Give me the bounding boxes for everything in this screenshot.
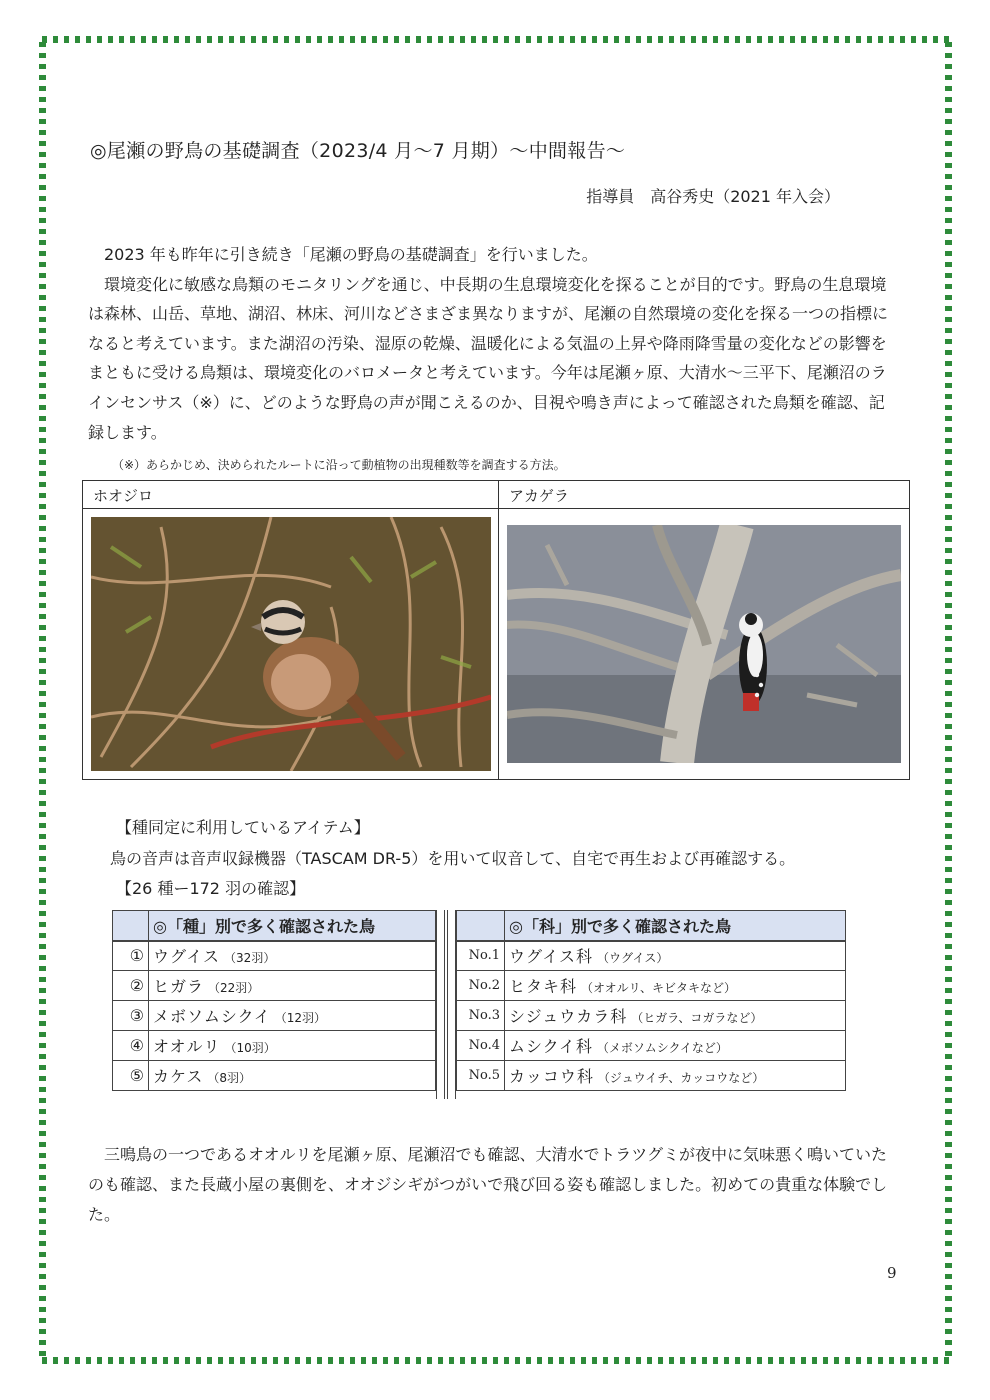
species-cell xyxy=(149,971,436,1001)
table-row xyxy=(457,1031,846,1061)
meadow-bunting-photo xyxy=(91,517,491,771)
species-count: （10羽） xyxy=(224,1041,276,1055)
family-rank: No.4 xyxy=(457,1031,505,1061)
page-number: 9 xyxy=(887,1264,897,1282)
closing-text xyxy=(88,1140,900,1230)
family-cell xyxy=(505,941,846,971)
family-detail: （ヒガラ、コガラなど） xyxy=(631,1011,763,1025)
photo-label-right: アカゲラ xyxy=(499,481,909,509)
family-detail: （メボソムシクイなど） xyxy=(596,1041,728,1055)
rank-number: ③ xyxy=(113,1001,149,1031)
species-cell xyxy=(149,1001,436,1031)
table-row xyxy=(457,971,846,1001)
table-row xyxy=(113,1061,436,1091)
family-cell xyxy=(505,1061,846,1091)
border-left xyxy=(39,40,46,1360)
rank-number: ④ xyxy=(113,1031,149,1061)
species-cell xyxy=(149,1061,436,1091)
table-row xyxy=(113,1001,436,1031)
species-cell xyxy=(149,1031,436,1061)
species-name: ヒガラ xyxy=(153,977,205,996)
species-table-header: ◎「種」別で多く確認された鳥 xyxy=(149,911,436,941)
table-row xyxy=(457,941,846,971)
species-count: （12羽） xyxy=(274,1011,327,1025)
table-row xyxy=(113,971,436,1001)
table-row xyxy=(113,1031,436,1061)
photo-label-left: ホオジロ xyxy=(83,481,499,509)
footnote: （※）あらかじめ、決められたルートに沿って動植物の出現種数等を調査する方法。 xyxy=(112,458,566,472)
species-name: カケス xyxy=(153,1067,204,1086)
species-name: ウグイス xyxy=(153,947,221,967)
species-count: （22羽） xyxy=(208,981,260,995)
table-row xyxy=(113,941,436,971)
species-table xyxy=(112,910,436,1091)
photo-cell-left xyxy=(83,509,499,779)
page-title: ◎尾瀬の野鳥の基礎調査（2023/4 月〜7 月期）〜中間報告〜 xyxy=(90,140,626,162)
rank-number: ⑤ xyxy=(113,1061,149,1091)
table-row xyxy=(457,1001,846,1031)
family-rank: No.1 xyxy=(457,941,505,971)
family-detail: （ジュウイチ、カッコウなど） xyxy=(597,1071,765,1085)
items-heading: 【種同定に利用しているアイテム】 xyxy=(116,818,370,837)
intro-text xyxy=(88,240,900,447)
family-cell xyxy=(505,1031,846,1061)
great-spotted-woodpecker-photo xyxy=(507,525,901,763)
intro-paragraph-1: 2023 年も昨年に引き続き「尾瀬の野鳥の基礎調査」を行いました。 xyxy=(104,245,598,264)
family-cell xyxy=(505,1001,846,1031)
species-count: （8羽） xyxy=(207,1071,252,1085)
family-name: ウグイス科 xyxy=(509,947,594,967)
family-detail: （ウグイス） xyxy=(597,951,669,966)
family-table-header: ◎「科」別で多く確認された鳥 xyxy=(505,911,846,941)
family-name: シジュウカラ科 xyxy=(509,1007,628,1026)
family-cell xyxy=(505,971,846,1001)
species-count: （32羽） xyxy=(224,951,276,966)
family-name: ヒタキ科 xyxy=(509,977,578,996)
family-detail: （オオルリ、キビタキなど） xyxy=(581,981,737,995)
intro-paragraph-2: 環境変化に敏感な鳥類のモニタリングを通じ、中長期の生息環境変化を探ることが目的です。野鳥の生息環境は森林、山岳、草地、湖沼、林床、河川などさまざま異なりますが、尾瀬の自然環境の変化を探る一つの指標になると考えています。また湖沼の汚染、湿原の乾燥、温暖化による気温の上昇や降雨降雪量の変化などの影響をまともに受ける鳥類は、環境変化のバロメータと考えています。今年は尾瀬ヶ原、大清水〜三平下、尾瀬沼のラインセンサス（※）に、どのような野鳥の声が聞こえるのか、目視や鳴き声によって確認された鳥類を確認、記録します。 xyxy=(88,274,889,442)
species-table-corner xyxy=(113,911,149,941)
family-rank: No.2 xyxy=(457,971,505,1001)
family-table-header-row xyxy=(457,911,846,941)
author-line: 指導員 高谷秀史（2021 年入会） xyxy=(586,187,840,206)
photo-table xyxy=(82,480,910,780)
border-right xyxy=(945,40,952,1360)
family-name: カッコウ科 xyxy=(509,1067,594,1086)
table-divider xyxy=(436,910,456,1099)
count-heading: 【26 種ー172 羽の確認】 xyxy=(116,879,306,898)
border-bottom xyxy=(40,1357,952,1364)
border-top xyxy=(40,36,952,43)
table-row xyxy=(457,1061,846,1091)
species-table-header-row xyxy=(113,911,436,941)
family-table xyxy=(456,910,846,1091)
species-cell xyxy=(149,941,436,971)
family-rank: No.5 xyxy=(457,1061,505,1091)
family-rank: No.3 xyxy=(457,1001,505,1031)
species-name: オオルリ xyxy=(153,1037,221,1056)
family-table-corner xyxy=(457,911,505,941)
rank-number: ① xyxy=(113,941,149,971)
photo-cell-right xyxy=(499,509,909,779)
rank-number: ② xyxy=(113,971,149,1001)
family-name: ムシクイ科 xyxy=(509,1037,593,1056)
species-name: メボソムシクイ xyxy=(153,1007,271,1026)
closing-paragraph: 三鳴鳥の一つであるオオルリを尾瀬ヶ原、尾瀬沼でも確認、大清水でトラツグミが夜中に気味悪く鳴いていたのも確認、また長蔵小屋の裏側を、オオジシギがつがいで飛び回る姿も確認しました。初めての貴重な体験でした。 xyxy=(88,1145,888,1224)
items-text: 鳥の音声は音声収録機器（TASCAM DR-5）を用いて収音して、自宅で再生および再確認する。 xyxy=(110,849,796,868)
